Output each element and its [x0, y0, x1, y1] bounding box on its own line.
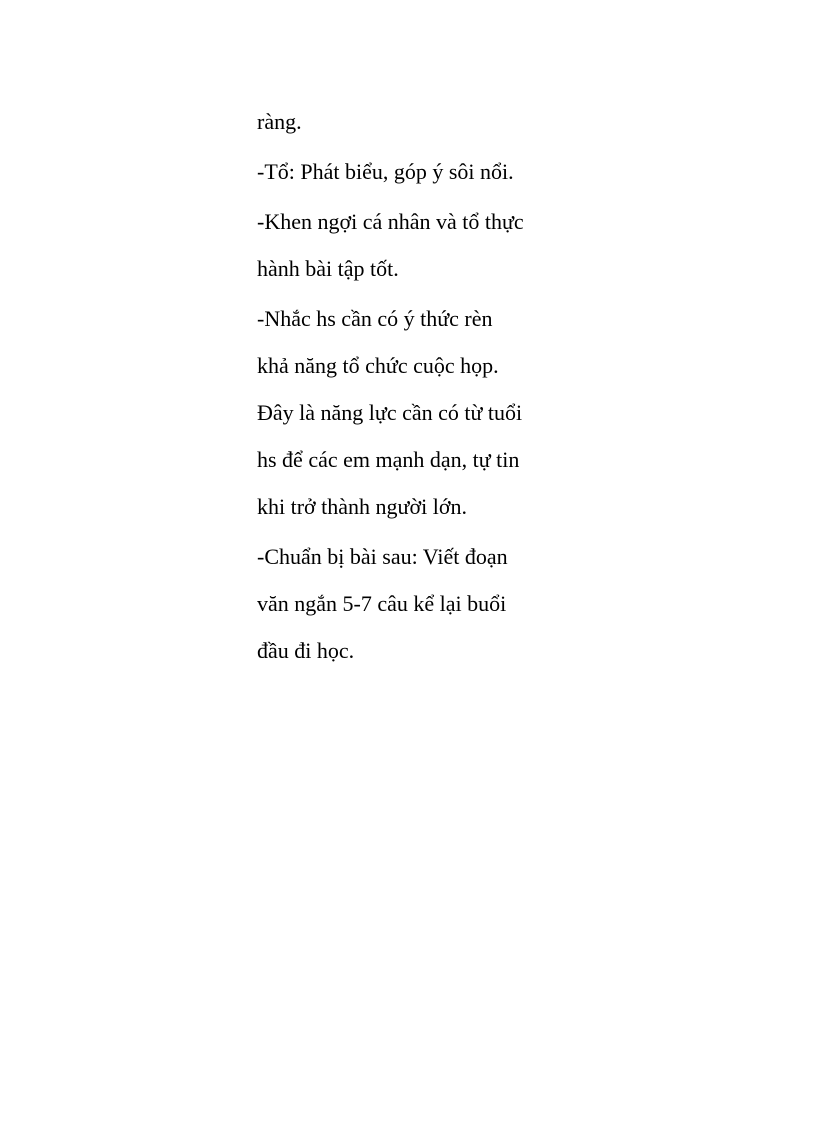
text-line: hành bài tập tốt. — [257, 256, 399, 281]
text-column — [257, 98, 577, 677]
text-line: văn ngắn 5-7 câu kể lại buổi — [257, 591, 507, 616]
paragraph — [257, 148, 577, 195]
text-line: -Tổ: Phát biểu, góp ý sôi nổi. — [257, 159, 514, 184]
text-line: Đây là năng lực cần có từ tuổi — [257, 400, 523, 425]
paragraph — [257, 295, 577, 530]
text-line: hs để các em mạnh dạn, tự tin — [257, 447, 520, 472]
text-line: khi trở thành người lớn. — [257, 494, 467, 519]
text-line: -Chuẩn bị bài sau: Viết đoạn — [257, 544, 508, 569]
text-line: đầu đi học. — [257, 638, 355, 663]
text-line: -Khen ngợi cá nhân và tổ thực — [257, 209, 524, 234]
text-line: khả năng tổ chức cuộc họp. — [257, 353, 499, 378]
paragraph — [257, 198, 577, 292]
paragraph — [257, 533, 577, 674]
paragraph — [257, 98, 577, 145]
text-line: ràng. — [257, 109, 302, 134]
text-line: -Nhắc hs cần có ý thức rèn — [257, 306, 493, 331]
